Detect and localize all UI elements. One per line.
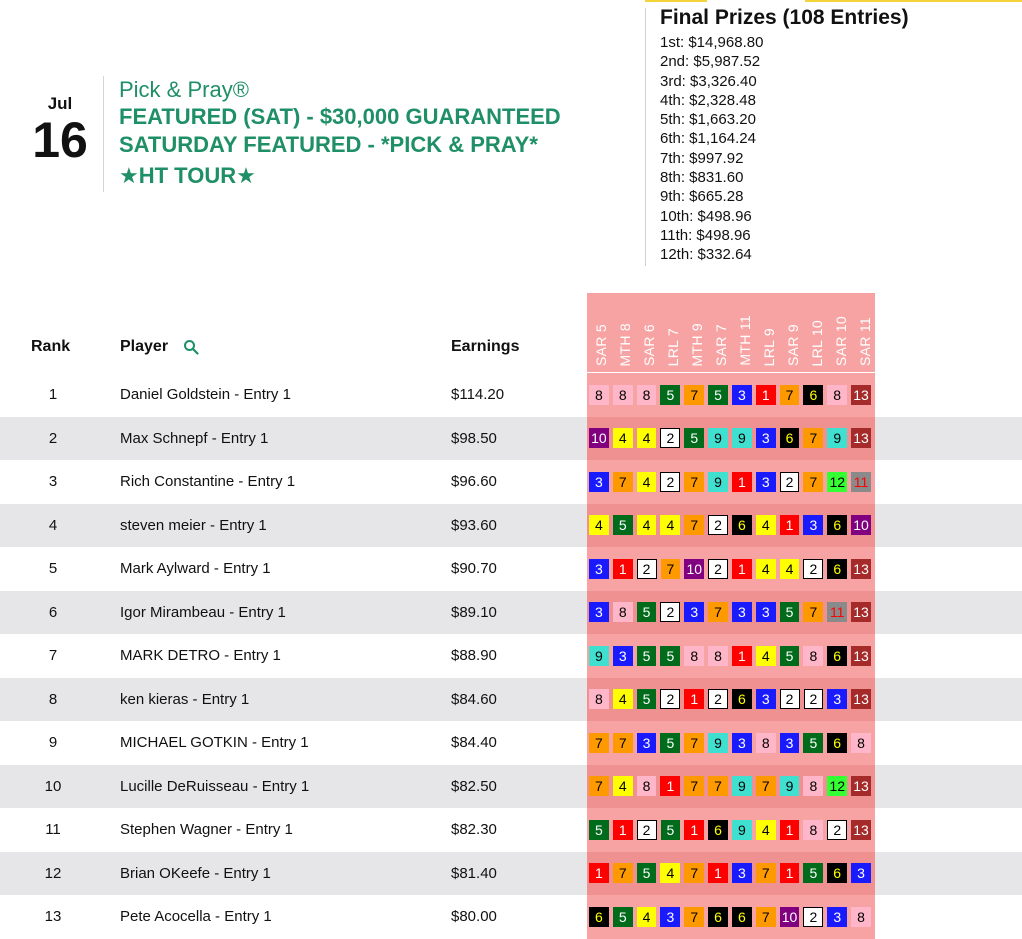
row-player[interactable]: Daniel Goldstein - Entry 1 [120, 386, 291, 403]
row-picks [587, 547, 875, 591]
pick-saddlecloth: 7 [684, 776, 704, 796]
row-rank: 11 [45, 821, 61, 838]
pick-saddlecloth: 4 [660, 515, 680, 535]
race-column-header [757, 296, 781, 366]
race-label: SAR 11 [857, 316, 873, 366]
row-earnings: $88.90 [451, 647, 497, 664]
pick-saddlecloth: 3 [589, 602, 609, 622]
row-earnings: $82.30 [451, 821, 497, 838]
pick-saddlecloth: 9 [780, 776, 800, 796]
race-column-header [613, 296, 637, 366]
pick-saddlecloth: 13 [851, 689, 871, 709]
pick-saddlecloth: 10 [851, 515, 871, 535]
pick-saddlecloth: 10 [780, 907, 800, 927]
row-picks [587, 678, 875, 722]
pick-saddlecloth: 5 [660, 733, 680, 753]
pick-saddlecloth: 4 [660, 863, 680, 883]
event-title-line1: FEATURED (SAT) - $30,000 GUARANTEED [119, 104, 561, 129]
pick-saddlecloth: 5 [660, 646, 680, 666]
prize-item: 12th: $332.64 [660, 246, 752, 264]
pick-saddlecloth: 7 [780, 385, 800, 405]
pick-saddlecloth: 1 [684, 689, 704, 709]
row-earnings: $89.10 [451, 603, 497, 621]
pick-saddlecloth: 3 [851, 863, 871, 883]
pick-saddlecloth: 4 [780, 559, 800, 579]
pick-saddlecloth: 9 [589, 646, 609, 666]
table-row[interactable] [0, 504, 1022, 548]
pick-saddlecloth: 1 [780, 820, 800, 840]
race-label: LRL 7 [665, 327, 681, 366]
pick-saddlecloth: 2 [660, 602, 680, 622]
pick-saddlecloth: 6 [708, 820, 728, 840]
pick-saddlecloth: 8 [803, 646, 823, 666]
pick-saddlecloth: 4 [756, 515, 776, 535]
row-rank: 13 [44, 908, 62, 925]
row-picks [587, 460, 875, 504]
race-label: LRL 10 [809, 319, 825, 366]
race-column-header [781, 296, 805, 366]
pick-saddlecloth: 13 [851, 559, 871, 579]
pick-saddlecloth: 7 [589, 733, 609, 753]
pick-saddlecloth: 9 [732, 820, 752, 840]
leaderboard-rows [0, 373, 1022, 939]
event-title-line3: ★HT TOUR★ [119, 163, 256, 188]
pick-saddlecloth: 4 [613, 776, 633, 796]
pick-saddlecloth: 4 [756, 646, 776, 666]
row-picks [587, 373, 875, 417]
row-rank: 8 [48, 690, 58, 708]
prize-item: 10th: $498.96 [660, 207, 752, 225]
pick-saddlecloth: 6 [732, 907, 752, 927]
row-earnings: $98.50 [451, 429, 497, 447]
row-earnings: $81.40 [451, 864, 497, 882]
pick-saddlecloth: 4 [637, 515, 657, 535]
row-earnings: $93.60 [451, 516, 497, 534]
pick-saddlecloth: 5 [684, 428, 704, 448]
race-column-header [829, 296, 853, 366]
row-earnings: $84.40 [451, 734, 497, 751]
row-picks [587, 504, 875, 548]
pick-saddlecloth: 11 [827, 602, 847, 622]
race-label: MTH 8 [617, 322, 633, 366]
pick-saddlecloth: 2 [660, 472, 680, 492]
pick-saddlecloth: 5 [637, 863, 657, 883]
table-row[interactable] [0, 547, 1022, 591]
row-earnings: $84.60 [451, 690, 497, 708]
pick-saddlecloth: 2 [780, 472, 800, 492]
pick-saddlecloth: 4 [637, 472, 657, 492]
pick-saddlecloth: 3 [637, 733, 657, 753]
pick-saddlecloth: 6 [708, 907, 728, 927]
rank-header: Rank [31, 338, 71, 355]
pick-saddlecloth: 6 [827, 863, 847, 883]
prize-item: 4th: $2,328.48 [660, 91, 756, 109]
pick-saddlecloth: 4 [613, 428, 633, 448]
row-rank: 4 [48, 516, 58, 534]
pick-saddlecloth: 1 [660, 776, 680, 796]
top-accent-strip [645, 0, 707, 2]
pick-saddlecloth: 1 [732, 472, 752, 492]
event-month: Jul [47, 94, 73, 113]
top-accent-strip-right [805, 0, 1022, 2]
final-prizes-title: Final Prizes (108 Entries) [660, 6, 909, 29]
table-row[interactable] [0, 417, 1022, 461]
pick-saddlecloth: 6 [827, 515, 847, 535]
row-picks [587, 591, 875, 635]
race-label: SAR 9 [785, 324, 801, 366]
event-titles [119, 76, 561, 192]
pick-saddlecloth: 6 [803, 385, 823, 405]
pick-saddlecloth: 1 [780, 515, 800, 535]
row-player[interactable]: Pete Acocella - Entry 1 [120, 908, 272, 925]
pick-saddlecloth: 9 [827, 428, 847, 448]
race-header [587, 293, 875, 372]
pick-saddlecloth: 8 [756, 733, 776, 753]
pick-saddlecloth: 5 [613, 907, 633, 927]
row-earnings: $114.20 [451, 386, 505, 403]
pick-saddlecloth: 5 [803, 863, 823, 883]
pick-saddlecloth: 1 [732, 646, 752, 666]
pick-saddlecloth: 10 [589, 428, 609, 448]
prize-item: 11th: $498.96 [660, 226, 751, 244]
pick-saddlecloth: 2 [660, 689, 680, 709]
pick-saddlecloth: 2 [637, 559, 657, 579]
pick-saddlecloth: 5 [660, 385, 680, 405]
prize-item: 5th: $1,663.20 [660, 111, 756, 129]
row-player[interactable]: MICHAEL GOTKIN - Entry 1 [120, 734, 309, 751]
pick-saddlecloth: 7 [803, 472, 823, 492]
pick-saddlecloth: 7 [708, 776, 728, 796]
pick-saddlecloth: 13 [851, 428, 871, 448]
prize-item: 9th: $665.28 [660, 188, 744, 206]
race-label: SAR 10 [833, 315, 849, 366]
prize-item: 7th: $997.92 [660, 149, 744, 167]
pick-saddlecloth: 7 [661, 559, 681, 579]
race-label: SAR 7 [713, 324, 729, 366]
event-brand: Pick & Pray® [119, 77, 249, 102]
pick-saddlecloth: 12 [827, 776, 847, 796]
pick-saddlecloth: 8 [637, 385, 657, 405]
row-rank: 7 [48, 647, 58, 664]
pick-saddlecloth: 5 [637, 689, 657, 709]
pick-saddlecloth: 3 [803, 515, 823, 535]
pick-saddlecloth: 3 [684, 602, 704, 622]
pick-saddlecloth: 5 [613, 515, 633, 535]
pick-saddlecloth: 7 [708, 602, 728, 622]
prize-item: 8th: $831.60 [660, 169, 744, 187]
race-label: SAR 5 [593, 324, 609, 366]
pick-saddlecloth: 4 [637, 428, 657, 448]
row-earnings: $90.70 [451, 560, 497, 577]
row-earnings: $80.00 [451, 908, 497, 925]
pick-saddlecloth: 8 [589, 689, 609, 709]
pick-saddlecloth: 4 [756, 559, 776, 579]
picks-bottom-strip [587, 929, 875, 937]
pick-saddlecloth: 5 [780, 646, 800, 666]
race-column-header [589, 296, 613, 366]
pick-saddlecloth: 6 [827, 733, 847, 753]
row-player[interactable]: Lucille DeRuisseau - Entry 1 [120, 777, 310, 795]
table-row[interactable] [0, 808, 1022, 852]
pick-saddlecloth: 2 [780, 689, 800, 709]
pick-saddlecloth: 5 [780, 602, 800, 622]
pick-saddlecloth: 13 [851, 385, 871, 405]
pick-saddlecloth: 3 [732, 733, 752, 753]
race-column-header [685, 296, 709, 366]
pick-saddlecloth: 7 [756, 863, 776, 883]
race-column-header [853, 296, 877, 366]
pick-saddlecloth: 5 [637, 602, 657, 622]
row-picks [587, 765, 875, 809]
pick-saddlecloth: 7 [684, 907, 704, 927]
table-row[interactable] [0, 634, 1022, 678]
earnings-header: Earnings [451, 338, 520, 355]
race-column-header [637, 296, 661, 366]
pick-saddlecloth: 1 [708, 863, 728, 883]
pick-saddlecloth: 2 [708, 559, 728, 579]
pick-saddlecloth: 7 [803, 602, 823, 622]
pick-saddlecloth: 3 [613, 646, 633, 666]
pick-saddlecloth: 13 [851, 820, 871, 840]
prize-list [660, 33, 909, 265]
pick-saddlecloth: 3 [756, 472, 776, 492]
pick-saddlecloth: 3 [589, 472, 609, 492]
pick-saddlecloth: 7 [684, 733, 704, 753]
race-label: MTH 11 [737, 315, 753, 366]
pick-saddlecloth: 2 [803, 907, 823, 927]
row-player[interactable]: Mark Aylward - Entry 1 [120, 560, 271, 577]
race-column-header [805, 296, 829, 366]
row-rank: 2 [48, 429, 58, 447]
pick-saddlecloth: 1 [780, 863, 800, 883]
pick-saddlecloth: 8 [851, 733, 871, 753]
row-rank: 6 [48, 603, 58, 621]
pick-saddlecloth: 8 [827, 385, 847, 405]
pick-saddlecloth: 1 [684, 820, 704, 840]
search-icon[interactable] [183, 339, 199, 360]
pick-saddlecloth: 13 [851, 776, 871, 796]
pick-saddlecloth: 8 [637, 776, 657, 796]
pick-saddlecloth: 8 [803, 820, 823, 840]
pick-saddlecloth: 7 [803, 428, 823, 448]
header-divider [103, 76, 104, 192]
prize-item: 6th: $1,164.24 [660, 130, 756, 148]
pick-saddlecloth: 5 [661, 820, 681, 840]
prize-divider [645, 8, 646, 266]
pick-saddlecloth: 2 [803, 559, 823, 579]
race-column-header [709, 296, 733, 366]
event-title-line2: SATURDAY FEATURED - *PICK & PRAY* [119, 132, 538, 157]
pick-saddlecloth: 3 [780, 733, 800, 753]
row-picks [587, 808, 875, 852]
row-player[interactable]: Stephen Wagner - Entry 1 [120, 821, 293, 838]
pick-saddlecloth: 13 [851, 646, 871, 666]
event-date [20, 95, 100, 167]
pick-saddlecloth: 7 [756, 776, 776, 796]
pick-saddlecloth: 6 [780, 428, 800, 448]
pick-saddlecloth: 8 [589, 385, 609, 405]
row-player[interactable]: Max Schnepf - Entry 1 [120, 429, 269, 447]
row-rank: 3 [48, 473, 58, 490]
pick-saddlecloth: 8 [851, 907, 871, 927]
pick-saddlecloth: 3 [660, 907, 680, 927]
table-row[interactable] [0, 678, 1022, 722]
pick-saddlecloth: 5 [589, 820, 609, 840]
pick-saddlecloth: 3 [827, 689, 847, 709]
pick-saddlecloth: 6 [732, 689, 752, 709]
row-rank: 9 [48, 734, 58, 751]
final-prizes-panel [660, 5, 909, 265]
row-earnings: $82.50 [451, 777, 497, 795]
table-row[interactable] [0, 460, 1022, 504]
pick-saddlecloth: 2 [804, 689, 824, 709]
pick-saddlecloth: 9 [708, 733, 728, 753]
pick-saddlecloth: 7 [589, 776, 609, 796]
pick-saddlecloth: 1 [756, 385, 776, 405]
table-row[interactable] [0, 591, 1022, 635]
pick-saddlecloth: 3 [756, 428, 776, 448]
row-rank: 10 [44, 777, 62, 795]
pick-saddlecloth: 11 [851, 472, 871, 492]
pick-saddlecloth: 13 [851, 602, 871, 622]
pick-saddlecloth: 9 [732, 776, 752, 796]
pick-saddlecloth: 7 [613, 472, 633, 492]
table-row[interactable] [0, 852, 1022, 896]
pick-saddlecloth: 8 [684, 646, 704, 666]
pick-saddlecloth: 1 [613, 820, 633, 840]
race-label: SAR 6 [641, 324, 657, 366]
pick-saddlecloth: 3 [756, 689, 776, 709]
pick-saddlecloth: 7 [684, 863, 704, 883]
row-picks [587, 417, 875, 461]
pick-saddlecloth: 8 [613, 385, 633, 405]
pick-saddlecloth: 12 [827, 472, 847, 492]
pick-saddlecloth: 10 [684, 559, 704, 579]
pick-saddlecloth: 1 [732, 559, 752, 579]
pick-saddlecloth: 2 [660, 428, 680, 448]
pick-saddlecloth: 9 [708, 472, 728, 492]
prize-item: 1st: $14,968.80 [660, 34, 764, 51]
table-row[interactable] [0, 765, 1022, 809]
pick-saddlecloth: 4 [589, 515, 609, 535]
pick-saddlecloth: 1 [613, 559, 633, 579]
pick-saddlecloth: 7 [684, 472, 704, 492]
pick-saddlecloth: 7 [613, 733, 633, 753]
pick-saddlecloth: 3 [732, 863, 752, 883]
pick-saddlecloth: 8 [708, 646, 728, 666]
pick-saddlecloth: 3 [756, 602, 776, 622]
pick-saddlecloth: 7 [684, 385, 704, 405]
race-label: MTH 9 [689, 322, 705, 366]
row-player[interactable]: Igor Mirambeau - Entry 1 [120, 603, 286, 621]
pick-saddlecloth: 9 [708, 428, 728, 448]
table-row[interactable] [0, 373, 1022, 417]
row-rank: 1 [48, 386, 58, 403]
pick-saddlecloth: 4 [613, 689, 633, 709]
row-picks [587, 721, 875, 765]
pick-saddlecloth: 8 [613, 602, 633, 622]
pick-saddlecloth: 6 [827, 646, 847, 666]
pick-saddlecloth: 6 [732, 515, 752, 535]
pick-saddlecloth: 8 [803, 776, 823, 796]
row-picks [587, 634, 875, 678]
pick-saddlecloth: 9 [732, 428, 752, 448]
pick-saddlecloth: 2 [708, 689, 728, 709]
row-rank: 5 [48, 560, 58, 577]
row-player[interactable]: steven meier - Entry 1 [120, 516, 267, 534]
pick-saddlecloth: 3 [589, 559, 609, 579]
row-player[interactable]: MARK DETRO - Entry 1 [120, 647, 281, 664]
row-rank: 12 [44, 864, 62, 882]
pick-saddlecloth: 4 [756, 820, 776, 840]
pick-saddlecloth: 7 [684, 515, 704, 535]
table-row[interactable] [0, 721, 1022, 765]
pick-saddlecloth: 7 [613, 863, 633, 883]
pick-saddlecloth: 5 [708, 385, 728, 405]
pick-saddlecloth: 2 [637, 820, 657, 840]
pick-saddlecloth: 3 [732, 385, 752, 405]
row-player[interactable]: Brian OKeefe - Entry 1 [120, 864, 271, 882]
player-header[interactable]: Player [120, 338, 169, 355]
pick-saddlecloth: 5 [803, 733, 823, 753]
prize-item: 3rd: $3,326.40 [660, 72, 757, 90]
event-day: 16 [32, 112, 88, 168]
pick-saddlecloth: 2 [708, 515, 728, 535]
pick-saddlecloth: 5 [637, 646, 657, 666]
pick-saddlecloth: 3 [827, 907, 847, 927]
row-earnings: $96.60 [451, 473, 497, 490]
pick-saddlecloth: 7 [756, 907, 776, 927]
row-player[interactable]: ken kieras - Entry 1 [120, 690, 250, 708]
race-column-header [661, 296, 685, 366]
race-label: LRL 9 [761, 327, 777, 366]
pick-saddlecloth: 6 [589, 907, 609, 927]
row-picks [587, 852, 875, 896]
pick-saddlecloth: 4 [637, 907, 657, 927]
race-column-header [733, 296, 757, 366]
row-player[interactable]: Rich Constantine - Entry 1 [120, 473, 296, 490]
pick-saddlecloth: 3 [732, 602, 752, 622]
pick-saddlecloth: 1 [589, 863, 609, 883]
prize-item: 2nd: $5,987.52 [660, 53, 761, 71]
pick-saddlecloth: 6 [827, 559, 847, 579]
pick-saddlecloth: 2 [827, 820, 847, 840]
